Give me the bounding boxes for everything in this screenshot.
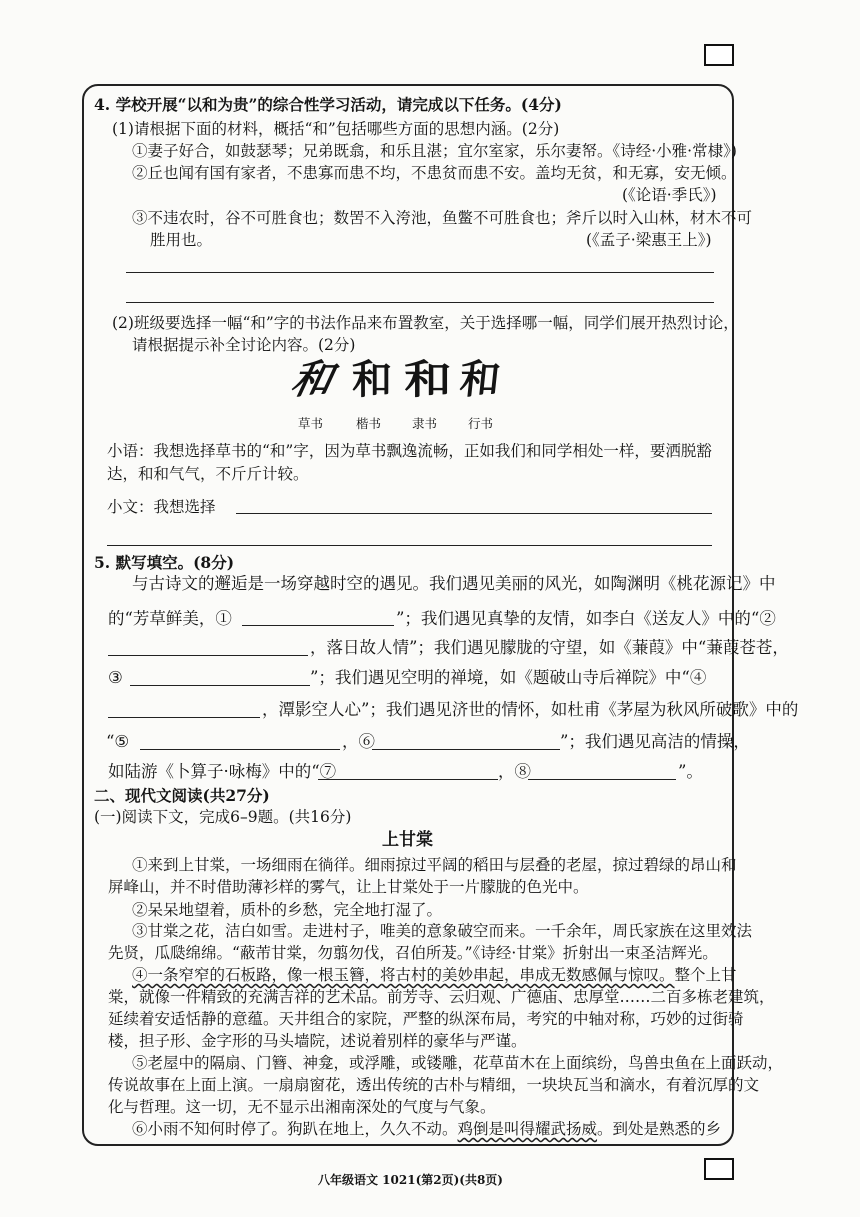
q5-heading: 5. 默写填空。(8分) [94, 553, 235, 572]
q5-line-2b: ”；我们遇见真挚的友情，如李白《送友人》中的“② [396, 609, 776, 628]
p4-line-1-rest: 整个上甘 [674, 966, 737, 984]
p3-line-1: ③甘棠之花，洁白如雪。走进村子，唯美的意象破空而来。一千余年，周氏家族在这里效法 [132, 922, 753, 940]
q5-line-6b: ，⑥ [342, 732, 375, 751]
q4-material-2b: (《论语·季氏》) [622, 186, 717, 204]
blank-4[interactable] [108, 717, 260, 718]
q5-line-7a: 如陆游《卜算子·咏梅》中的“⑦ [108, 762, 337, 781]
p1-line-1: ①来到上甘棠，一场细雨在徜徉。细雨掠过平阔的稻田与层叠的老屋，掠过碧绿的昂山和 [132, 856, 737, 874]
xiaoyu-line-1: 小语：我想选择草书的“和”字，因为草书飘逸流畅，正如我们和同学相处一样，要洒脱豁 [107, 442, 712, 460]
q4-sub1: (1)请根据下面的材料，概括“和”包括哪些方面的思想内涵。(2分) [112, 120, 560, 138]
corner-box-top [704, 44, 734, 66]
label-cursive: 草书 [298, 416, 324, 431]
q4-heading: 4. 学校开展“以和为贵”的综合性学习活动，请完成以下任务。(4分) [94, 95, 562, 114]
blank-1[interactable] [242, 625, 394, 626]
q4-sub2b: 请根据提示补全讨论内容。(2分) [132, 336, 356, 354]
label-clerical: 隶书 [412, 416, 438, 431]
q5-line-1: 与古诗文的邂逅是一场穿越时空的遇见。我们遇见美丽的风光，如陶渊明《桃花源记》中 [132, 574, 776, 593]
q5-line-4a: ③ [108, 668, 123, 687]
calligraphy-clerical: 和 [404, 356, 454, 403]
label-running: 行书 [468, 416, 494, 431]
calligraphy-regular: 和 [352, 356, 394, 403]
q4-material-2a: ②丘也闻有国有家者，不患寡而患不均，不患贫而患不安。盖均无贫，和无寡，安无倾。 [132, 164, 737, 182]
q4-sub2a: (2)班级要选择一幅“和”字的书法作品来布置教室，关于选择哪一幅，同学们展开热烈讨论， [112, 314, 739, 332]
blank-8[interactable] [528, 779, 676, 780]
blank-2[interactable] [108, 655, 308, 656]
q5-line-7c: ”。 [678, 762, 703, 781]
p4-line-3: 延续着安适恬静的意蕴。天井组合的家院，严整的纵深布局，考究的中轴对称，巧妙的过街骑 [108, 1010, 744, 1028]
xiaowen-label: 小文：我想选择 [107, 498, 216, 516]
label-regular: 楷书 [356, 416, 382, 431]
p4-line-1 [132, 965, 737, 985]
q4-material-3c: (《孟子·梁惠王上》) [586, 231, 712, 249]
p6-line-1-rest: 。到处是熟悉的乡 [597, 1120, 722, 1138]
p5-line-2: 传说故事在上面上演。一扇扇窗花，透出传统的古朴与精细，一块块瓦当和滴水，有着沉厚的文 [108, 1076, 760, 1094]
q5-line-6a: “⑤ [106, 732, 130, 751]
page-footer: 八年级语文 1021(第2页)(共8页) [318, 1173, 503, 1187]
p6-line-1-start: ⑥小雨不知何时停了。狗趴在地上，久久不动。 [132, 1120, 458, 1138]
answer-line-1[interactable] [126, 272, 714, 273]
p5-line-3: 化与哲理。这一切，无不显示出湘南深处的气度与气象。 [108, 1098, 496, 1116]
answer-line-2[interactable] [126, 302, 714, 303]
blank-6[interactable] [372, 749, 560, 750]
p4-line-4: 楼，担子形、金字形的马头墙院，述说着别样的豪华与严谨。 [108, 1032, 527, 1050]
p6-wavy-phrase: 鸡倒是叫得耀武扬威 [457, 1120, 598, 1138]
blank-3[interactable] [130, 685, 310, 686]
p6-line-1 [132, 1119, 721, 1139]
xiaowen-answer-line-1[interactable] [236, 513, 712, 514]
q5-line-2a: 的“芳草鲜美，① [108, 609, 232, 628]
q5-line-6c: ”；我们遇见高洁的情操， [560, 732, 750, 751]
q4-material-3a: ③不违农时，谷不可胜食也；数罟不入洿池，鱼鳖不可胜食也；斧斤以时入山林，材木不可 [132, 209, 753, 227]
p3-line-2: 先贤，瓜瓞绵绵。“蔽芾甘棠，勿翦勿伐，召伯所茇。”《诗经·甘棠》折射出一束圣洁辉光。 [108, 944, 718, 962]
p1-line-2: 屏峰山，并不时借助薄衫样的雾气，让上甘棠处于一片朦胧的色光中。 [108, 878, 589, 896]
q5-line-7b: ，⑧ [498, 762, 531, 781]
part2-heading: 二、现代文阅读(共27分) [94, 786, 270, 805]
p4-wavy-sentence: ④一条窄窄的石板路，像一根玉簪，将古村的美妙串起，串成无数感佩与惊叹。 [132, 966, 675, 984]
q5-line-3: ，落日故人情”；我们遇见朦胧的守望，如《蒹葭》中“蒹葭苍苍， [310, 638, 789, 657]
blank-5[interactable] [140, 749, 340, 750]
calligraphy-running: 和 [457, 356, 505, 403]
q5-line-5: ，潭影空人心”；我们遇见济世的情怀，如杜甫《茅屋为秋风所破歌》中的 [262, 700, 799, 719]
part2-sub: (一)阅读下文，完成6–9题。(共16分) [94, 808, 352, 826]
blank-7[interactable] [318, 779, 498, 780]
q4-material-1: ①妻子好合，如鼓瑟琴；兄弟既翕，和乐且湛；宜尔室家，乐尔妻帑。《诗经·小雅·常棣》) [132, 142, 737, 160]
p4-line-2: 棠，就像一件精致的充满吉祥的艺术品。前芳寺、云归观、广德庙、忠厚堂……二百多栋老建筑， [108, 988, 775, 1006]
q5-line-4b: ”；我们遇见空明的禅境，如《题破山寺后禅院》中“④ [310, 668, 707, 687]
p2-line: ②呆呆地望着，质朴的乡愁，完全地打湿了。 [132, 901, 443, 919]
xiaoyu-line-2: 达，和和气气，不斤斤计较。 [107, 465, 309, 483]
passage-title: 上甘棠 [382, 830, 433, 850]
calligraphy-cursive: 和 [287, 356, 340, 403]
xiaowen-answer-line-2[interactable] [107, 545, 712, 546]
p5-line-1: ⑤老屋中的隔扇、门簪、神龛，或浮雕，或镂雕，花草苗木在上面缤纷，鸟兽虫鱼在上面跃动， [132, 1054, 784, 1072]
corner-box-bottom [704, 1158, 734, 1180]
q4-material-3b: 胜用也。 [150, 231, 213, 249]
